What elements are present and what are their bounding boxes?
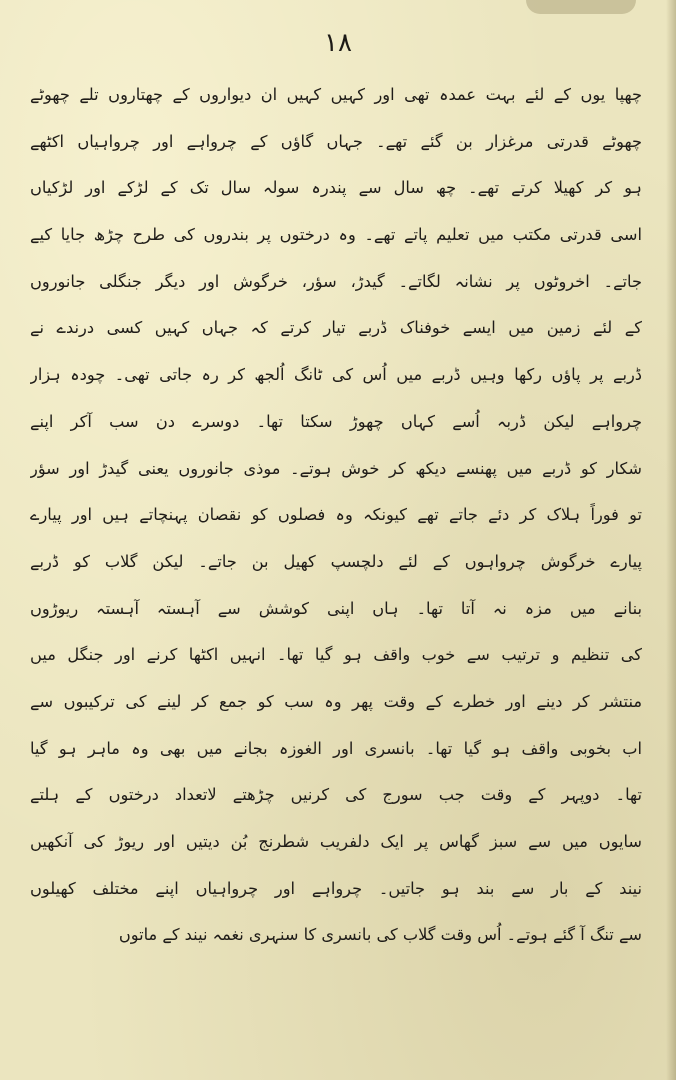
page-corner-stain bbox=[526, 0, 636, 14]
text-line: کے لئے زمین میں ایسے خوفناک ڈربے تیار کرتے کہ جہاں کہیں کسی درندے نے bbox=[30, 318, 642, 338]
text-line: جاتے۔ اخروٹوں پر نشانہ لگاتے۔ گیدڑ، سؤر، خرگوش اور دیگر جنگلی جانوروں bbox=[30, 271, 642, 291]
text-line: شکار کو ڈربے میں پھنسے دیکھ کر خوش ہوتے۔ موذی جانوروں یعنی گیدڑ اور سؤر bbox=[30, 458, 642, 478]
text-line: بنانے میں مزہ نہ آتا تھا۔ ہاں اپنی کوشش سے آہستہ آہستہ ریوڑوں bbox=[30, 598, 642, 618]
text-line: اسی قدرتی مکتب میں تعلیم پاتے تھے۔ وہ درختوں پر بندروں کی طرح چڑھ جایا کیے bbox=[30, 225, 642, 245]
page-number: ۱۸ bbox=[324, 28, 352, 58]
text-line: تو فوراً ہلاک کر دئے جاتے تھے کیونکہ وہ فصلوں کو نقصان پہنچاتے ہیں اور پیارے bbox=[30, 505, 642, 525]
text-line: پیارے خرگوش چرواہوں کے لئے دلچسپ کھیل بن جاتے۔ لیکن گلاب کو ڈربے bbox=[30, 551, 642, 571]
page-edge-shadow bbox=[666, 0, 676, 1080]
text-line: چھپا یوں کے لئے بہت عمدہ تھی اور کہیں کہیں ان دیواروں کے چھتاروں تلے چھوٹے bbox=[30, 85, 642, 104]
text-line: چھوٹے قدرتی مرغزار بن گئے تھے۔ جہاں گاؤں کے چرواہے اور چرواہیاں اکٹھے bbox=[30, 131, 642, 151]
body-text bbox=[30, 72, 642, 959]
text-line: اب بخوبی واقف ہو گیا تھا۔ بانسری اور الغوزہ بجانے میں بھی وہ ماہر ہو گیا bbox=[30, 738, 642, 758]
text-line: منتشر کر دینے اور خطرے کے وقت پھر وہ سب کو جمع کر لینے کی ترکیبوں سے bbox=[30, 691, 642, 711]
text-line: تھا۔ دوپہر کے وقت جب سورج کی کرنیں چڑھتے لاتعداد درختوں کے ہلتے bbox=[30, 785, 642, 805]
text-line: ہو کر کھیلا کرتے تھے۔ چھ سال سے پندرہ سولہ سال تک کے لڑکے اور لڑکیاں bbox=[30, 178, 642, 198]
text-line: ڈربے پر پاؤں رکھا وہیں ڈربے میں اُس کی ٹانگ اُلجھ کر رہ جاتی تھی۔ چودہ ہزار bbox=[30, 365, 642, 385]
text-line: سے تنگ آ گئے ہوتے۔ اُس وقت گلاب کی بانسری کا سنہری نغمہ نیند کے ماتوں bbox=[118, 925, 642, 945]
text-line: کی تنظیم و ترتیب سے خوب واقف ہو گیا تھا۔ انہیں اکٹھا کرنے اور جنگل میں bbox=[30, 645, 642, 665]
text-line: نیند کے بار سے بند ہو جاتیں۔ چرواہے اور چرواہیاں اپنے مختلف کھیلوں bbox=[30, 878, 642, 898]
text-line: سایوں میں سے سبز گھاس پر ایک دلفریب شطرنج بُن دیتیں اور ریوڑ کی آنکھیں bbox=[30, 832, 642, 851]
text-line: چرواہے لیکن ڈربہ اُسے کہاں چھوڑ سکتا تھا۔ دوسرے دن سب آکر اپنے bbox=[30, 411, 642, 431]
